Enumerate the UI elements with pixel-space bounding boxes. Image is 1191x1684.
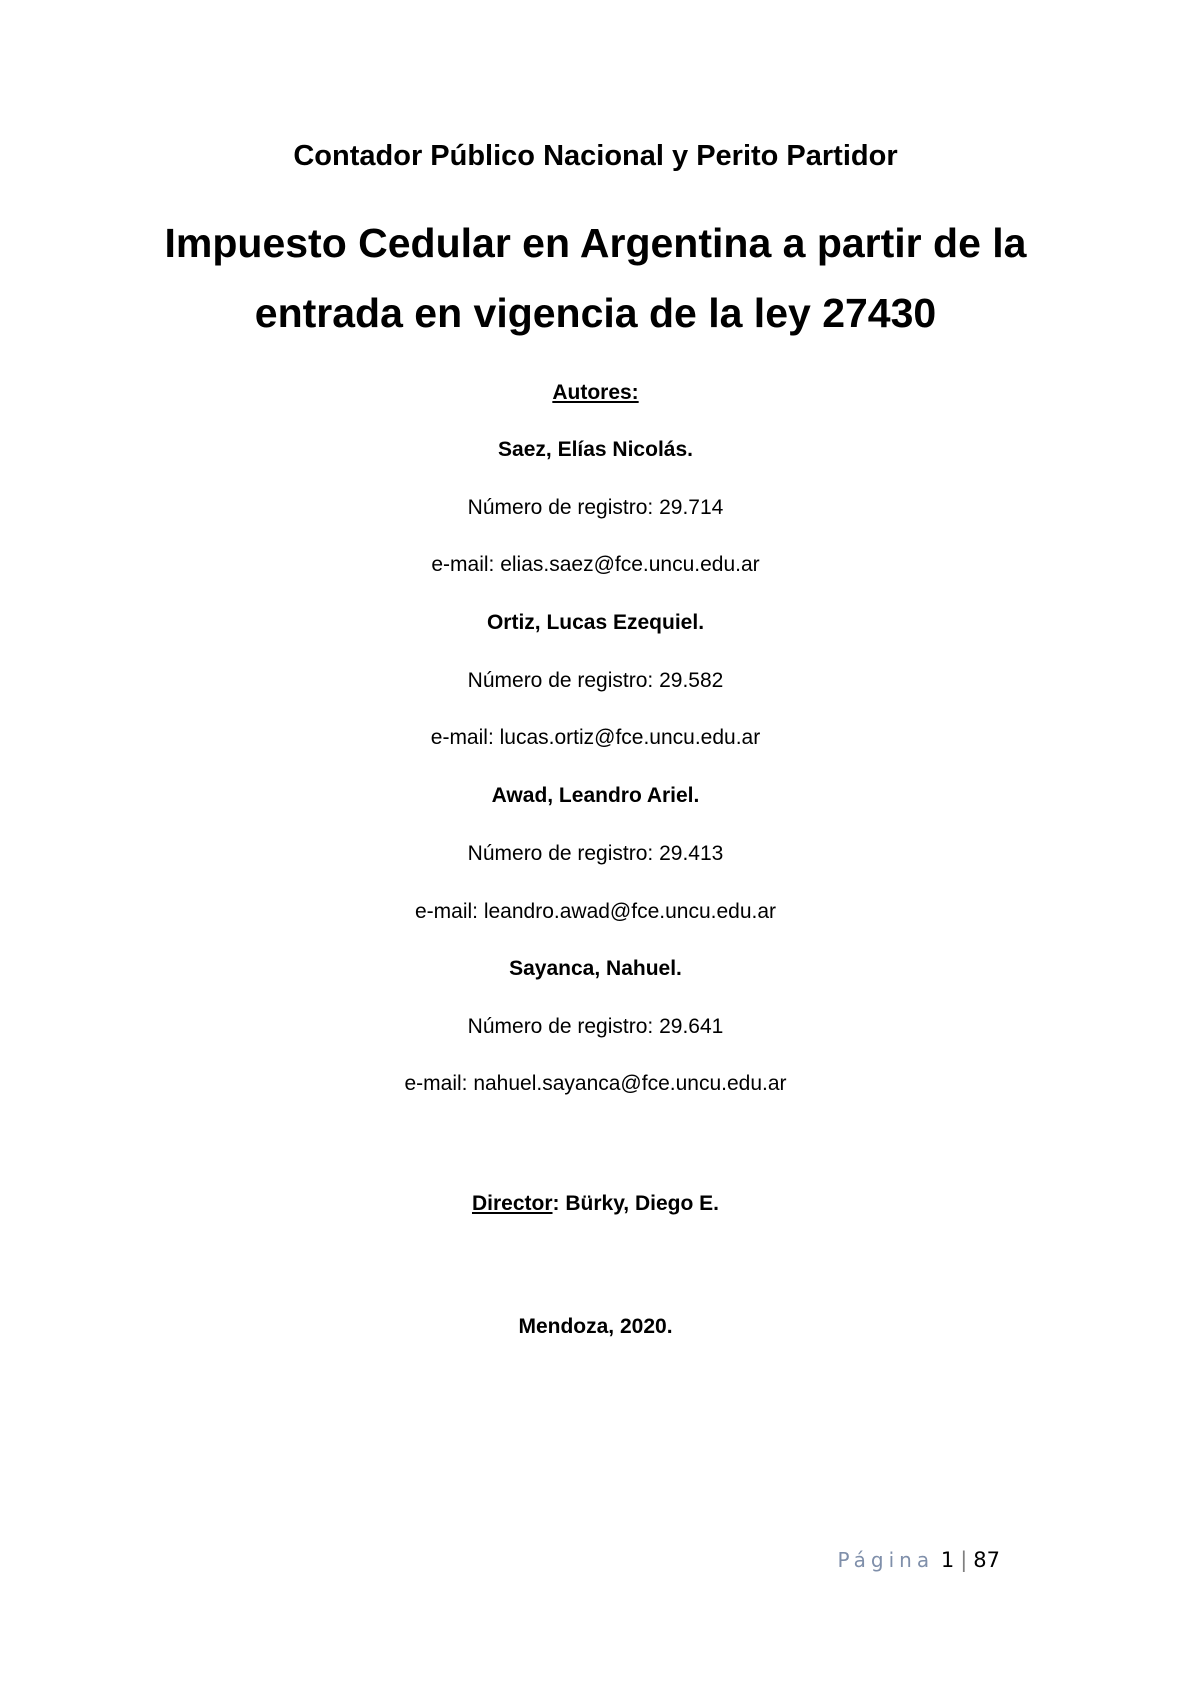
author-name: Sayanca, Nahuel.: [509, 957, 682, 980]
author-name: Awad, Leandro Ariel.: [491, 784, 700, 807]
document-title-line-2: entrada en vigencia de la ley 27430: [254, 290, 937, 336]
page-footer: [838, 1548, 1000, 1572]
author-registro: Número de registro: 29.714: [467, 496, 724, 519]
author-email: e-mail: nahuel.sayanca@fce.uncu.edu.ar: [404, 1072, 787, 1095]
author-registro: Número de registro: 29.641: [467, 1015, 724, 1038]
page-label: Página: [837, 1548, 935, 1572]
author-email: e-mail: elias.saez@fce.uncu.edu.ar: [431, 553, 760, 576]
author-email: e-mail: lucas.ortiz@fce.uncu.edu.ar: [430, 726, 761, 749]
author-registro: Número de registro: 29.582: [467, 669, 724, 692]
document-title-line-1: Impuesto Cedular en Argentina a partir de la: [164, 220, 1027, 266]
total-pages: 87: [973, 1548, 1000, 1572]
director-label: Director: [471, 1192, 553, 1215]
page-separator: |: [960, 1548, 968, 1572]
document-subtitle: Contador Público Nacional y Perito Partidor: [293, 140, 898, 172]
director-name: : Bürky, Diego E.: [552, 1192, 719, 1215]
author-name: Saez, Elías Nicolás.: [498, 438, 693, 461]
authors-heading: Autores:: [552, 381, 639, 404]
author-name: Ortiz, Lucas Ezequiel.: [486, 611, 705, 634]
place-date: Mendoza, 2020.: [518, 1315, 673, 1338]
page-number: 1: [940, 1548, 955, 1572]
author-registro: Número de registro: 29.413: [467, 842, 724, 865]
author-email: e-mail: leandro.awad@fce.uncu.edu.ar: [414, 900, 777, 923]
director-line: [0, 1192, 1191, 1216]
